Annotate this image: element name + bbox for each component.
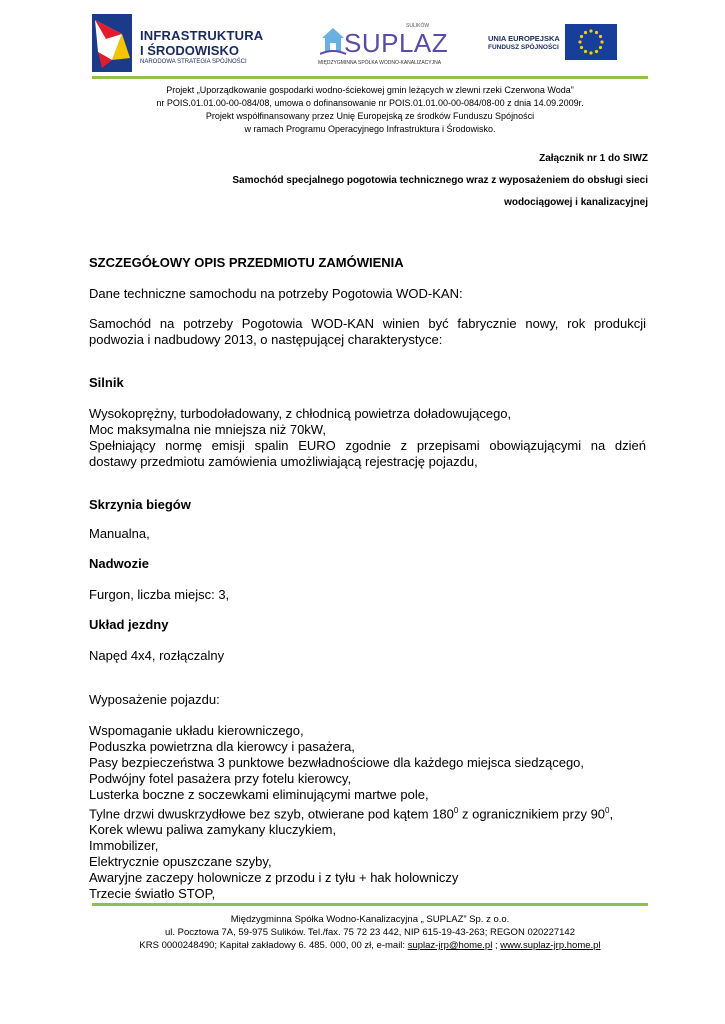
page-title: SZCZEGÓŁOWY OPIS PRZEDMIOTU ZAMÓWIENIA [89, 255, 404, 270]
website-link[interactable]: www.suplaz-jrp.home.pl [500, 940, 601, 951]
list-item: Lusterka boczne z soczewkami eliminującymi martwe pole, [89, 787, 429, 802]
footer-line2: ul. Pocztowa 7A, 59-975 Sulików. Tel./fax. 75 72 23 442, NIP 615-19-43-263; REGON 020227142 [165, 927, 575, 938]
gearbox-title: Skrzynia biegów [89, 497, 191, 512]
list-item [89, 803, 613, 822]
logo-center-subtitle: MIĘDZYGMINNA SPÓŁKA WODNO-KANALIZACYJNA [318, 60, 442, 66]
doors-text2: z ogranicznikiem przy 90 [458, 806, 606, 822]
drive-title: Układ jezdny [89, 617, 169, 632]
infrastruktura-logo [92, 14, 272, 72]
logo-center-name: SUPLAZ [344, 28, 449, 58]
project-line: w ramach Programu Operacyjnego Infrastruktura i Środowisko. [244, 124, 496, 134]
email-link[interactable]: suplaz-jrp@home.pl [407, 940, 493, 951]
footer-line1: Międzygminna Spółka Wodno-Kanalizacyjna „ SUPLAZ” Sp. z o.o. [230, 914, 510, 925]
intro-line1: Samochód na potrzeby Pogotowia WOD-KAN winien być fabrycznie nowy, rok produkcji [89, 316, 646, 331]
engine-line3: Spełniający normę emisji spalin EURO zgodnie z przepisami obowiązującymi na dzień [89, 438, 646, 453]
attachment-header [232, 148, 648, 214]
gearbox-value: Manualna, [89, 526, 150, 541]
body-type-value: Furgon, liczba miejsc: 3, [89, 587, 230, 602]
engine-line2: Moc maksymalna nie mniejsza niż 70kW, [89, 422, 326, 437]
logo-right-line2: FUNDUSZ SPÓJNOŚCI [488, 44, 559, 51]
footer [70, 913, 670, 952]
logo-right-line1: UNIA EUROPEJSKA [488, 34, 560, 43]
intro-line2: podwozia i nadbudowy 2013, o następującej charakterystyce: [89, 332, 443, 347]
project-line: Projekt „Uporządkowanie gospodarki wodno-ściekowej gmin leżących w zlewni rzeki Czerwona Woda” [166, 85, 574, 95]
drive-value: Napęd 4x4, rozłączalny [89, 648, 225, 663]
project-line: nr POIS.01.01.00-00-084/08, umowa o dofinansowanie nr POIS.01.01.00-00-084/08-00 z dnia 14.09.2009r. [156, 98, 584, 108]
eu-logo [488, 22, 618, 62]
footer-divider [92, 903, 648, 906]
attachment-number: Załącznik nr 1 do SIWZ [539, 153, 648, 164]
list-item: Poduszka powietrzna dla kierowcy i pasażera, [89, 739, 355, 754]
footer-line3 [70, 939, 670, 952]
degree-sup1: 0 [453, 806, 459, 815]
degree-sup2: 0 [605, 806, 610, 815]
eu-flag-icon [565, 24, 617, 60]
list-item: Immobilizer, [89, 838, 159, 854]
logo-left-line3: NARODOWA STRATEGIA SPÓJNOŚCI [140, 59, 247, 65]
logo-left-line2: I ŚRODOWISKO [140, 43, 239, 58]
logo-left-line1: INFRASTRUKTURA [140, 28, 264, 43]
logo-center-top: SULIKÓW [406, 23, 430, 29]
list-item: Podwójny fotel pasażera przy fotelu kierowcy, [89, 771, 352, 786]
doors-text3: , [609, 806, 614, 822]
list-item: Wspomaganie układu kierowniczego, [89, 723, 304, 738]
equipment-title: Wyposażenie pojazdu: [89, 692, 220, 707]
engine-paragraph [89, 406, 646, 470]
header-divider [92, 76, 648, 79]
engine-title: Silnik [89, 375, 124, 390]
poland-flag-icon [92, 14, 132, 72]
attachment-title-line2: wodociągowej i kanalizacyjnej [504, 197, 648, 208]
project-info [70, 84, 670, 136]
doors-text1: Tylne drzwi dwuskrzydłowe bez szyb, otwierane pod kątem 180 [89, 806, 454, 822]
intro-paragraph [89, 316, 646, 348]
engine-line4: dostawy przedmiotu zamówienia umożliwiającą rejestrację pojazdu, [89, 454, 478, 469]
suplaz-logo [318, 18, 449, 74]
list-item: Pasy bezpieczeństwa 3 punktowe bezwładnościowe dla każdego miejsca siedzącego, [89, 755, 585, 770]
footer-separator: ; [492, 940, 501, 951]
list-item: Elektrycznie opuszczane szyby, [89, 854, 272, 870]
body-type-title: Nadwozie [89, 556, 149, 571]
list-item: Korek wlewu paliwa zamykany kluczykiem, [89, 822, 337, 838]
footer-krs: KRS 0000248490; Kapitał zakładowy 6. 485. 000, 00 zł, e-mail: [139, 940, 408, 951]
house-icon [320, 26, 346, 56]
list-item: Trzecie światło STOP, [89, 886, 216, 902]
project-line: Projekt współfinansowany przez Unię Europejską ze środków Funduszu Spójności [205, 111, 535, 121]
engine-line1: Wysokoprężny, turbodoładowany, z chłodnicą powietrza doładowującego, [89, 406, 512, 421]
subheading: Dane techniczne samochodu na potrzeby Pogotowia WOD-KAN: [89, 286, 463, 301]
header-logos [0, 10, 725, 76]
list-item: Awaryjne zaczepy holownicze z przodu i z tyłu + hak holowniczy [89, 870, 459, 886]
equipment-list [89, 723, 613, 902]
attachment-title-line1: Samochód specjalnego pogotowia technicznego wraz z wyposażeniem do obsługi sieci [232, 175, 648, 186]
